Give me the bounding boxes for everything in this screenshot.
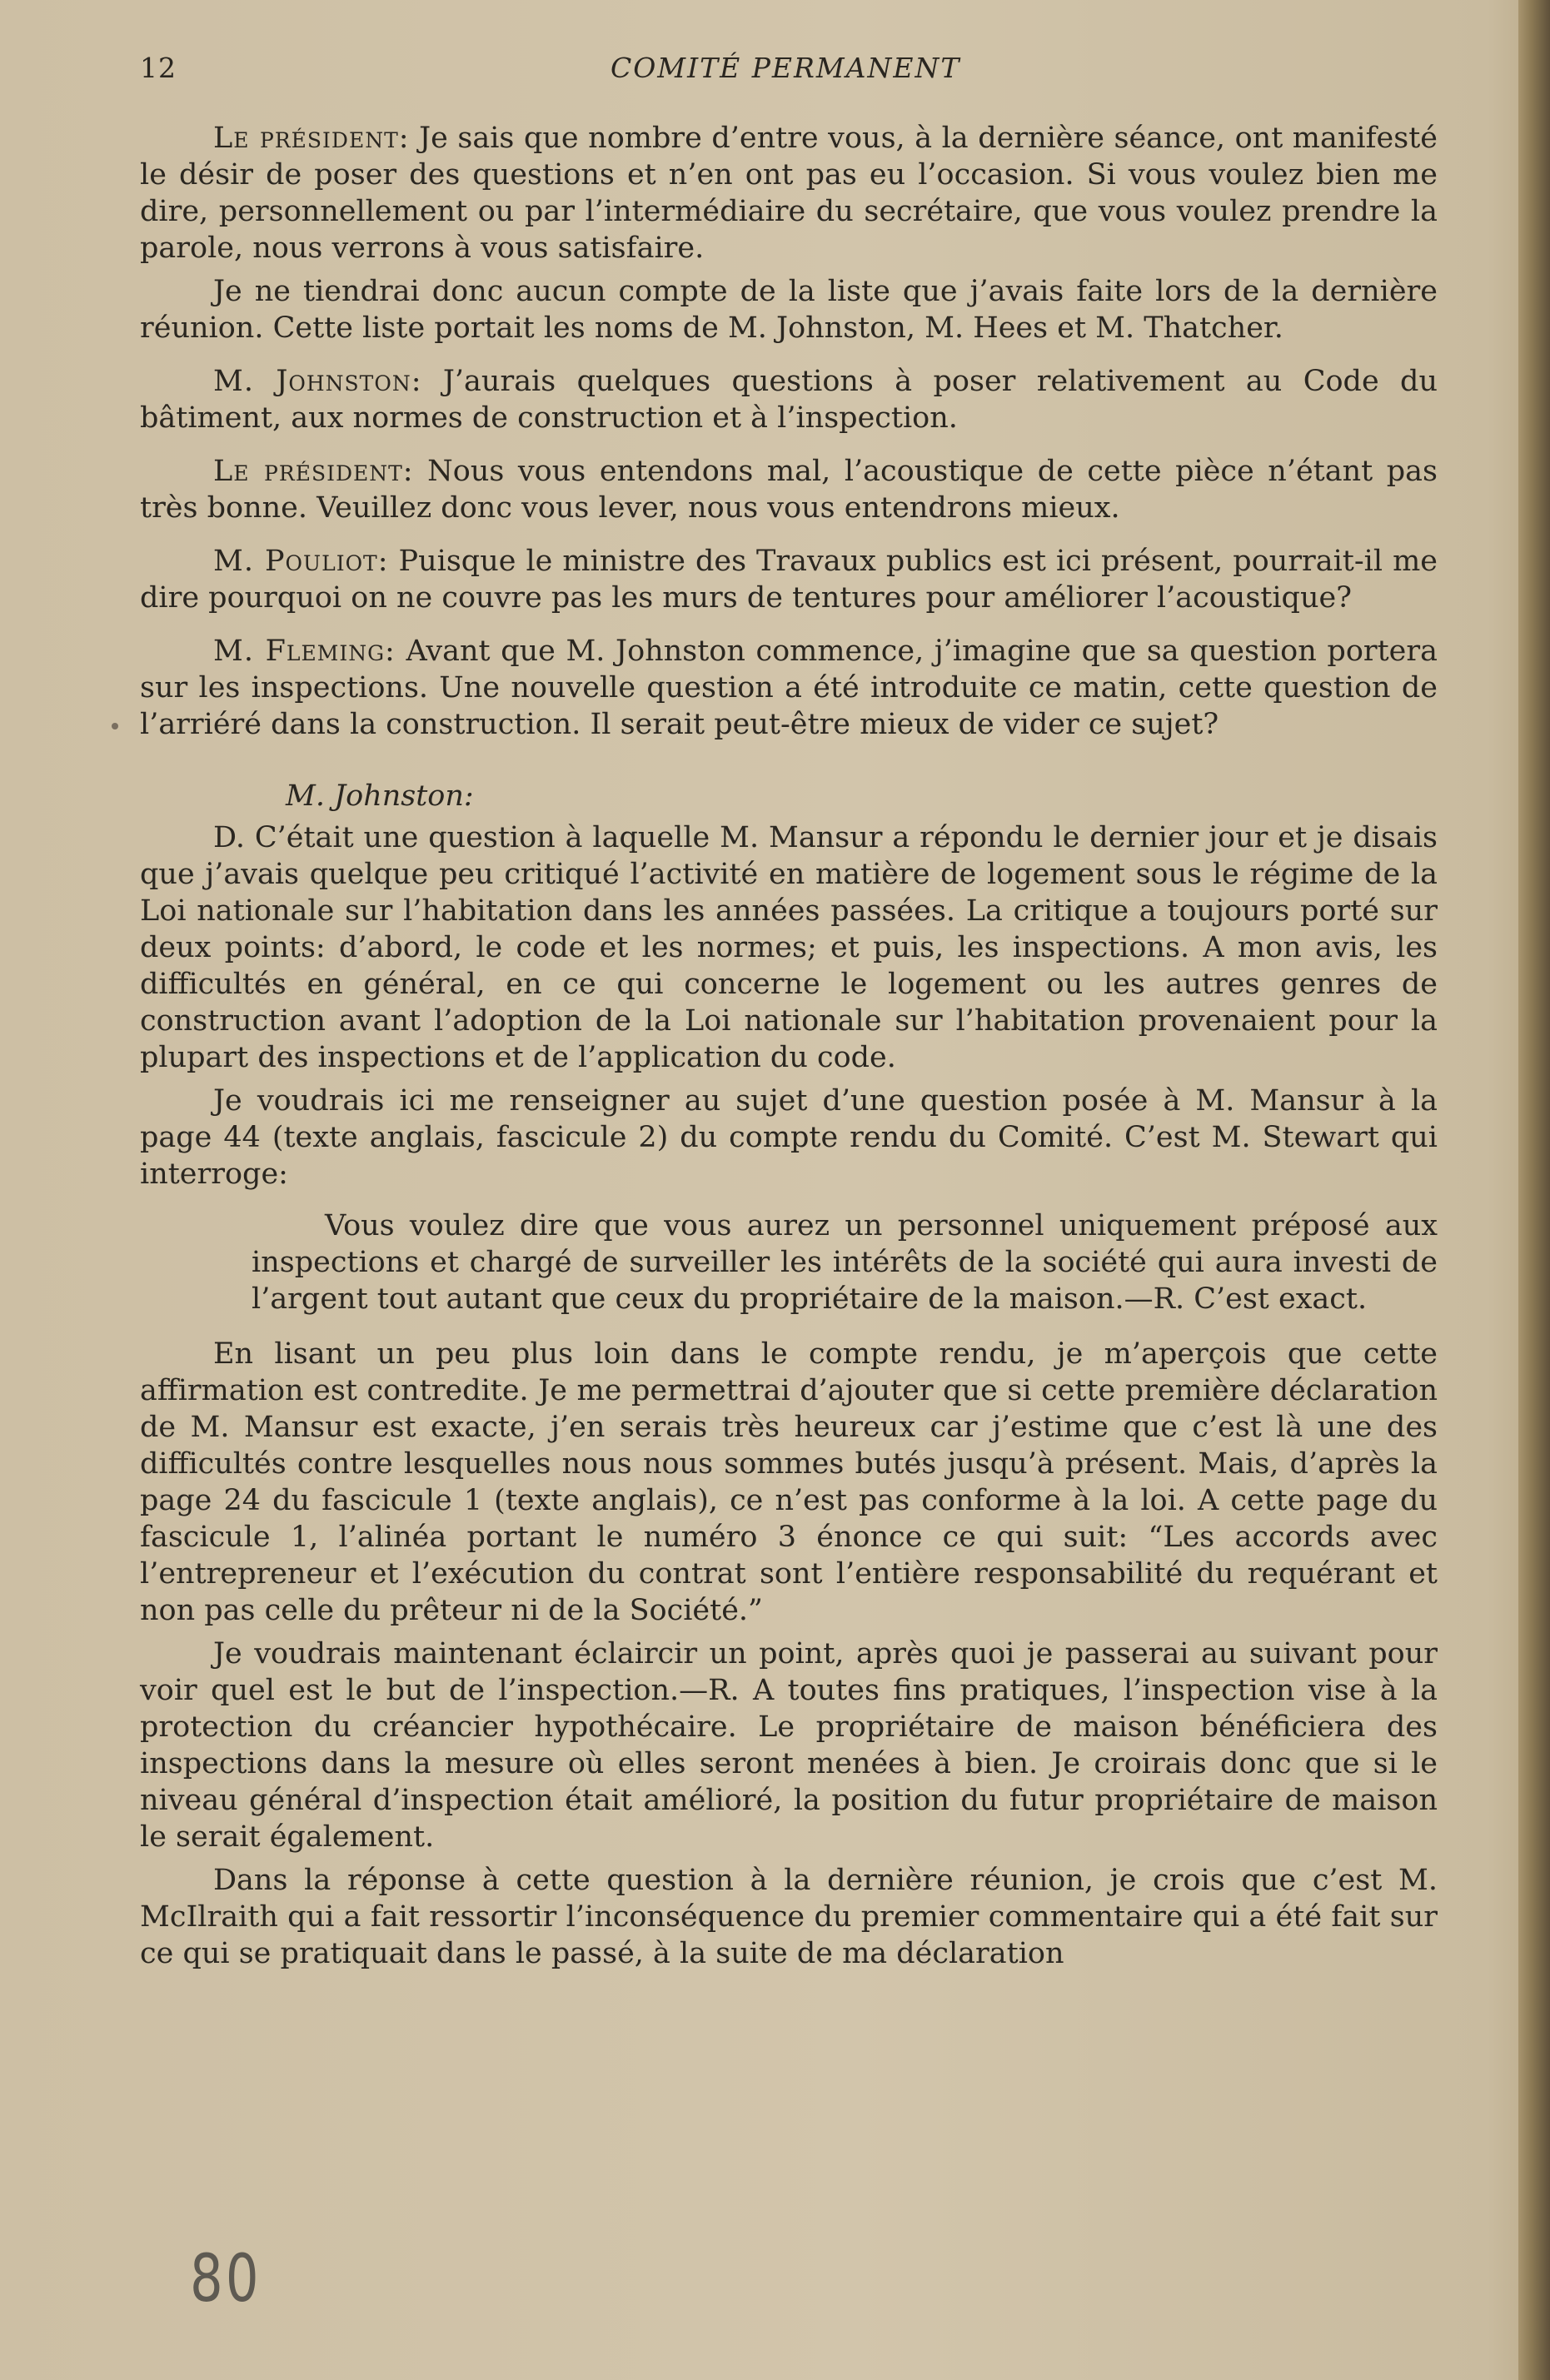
- paragraph-text: Je ne tiendrai donc aucun compte de la liste que j’avais faite lors de la dernière réunion. Cette liste portait les noms de M. Johnston, M. Hees et M. Thatcher.: [140, 275, 1438, 345]
- paragraph-president-2: [140, 273, 1438, 346]
- speaker-label: Le président:: [213, 455, 414, 488]
- paragraph-contradiction: [140, 1336, 1438, 1629]
- running-title: COMITÉ PERMANENT: [611, 52, 961, 84]
- paragraph-president-1: [140, 120, 1438, 266]
- paragraph-text: Je voudrais ici me renseigner au sujet d’une question posée à M. Mansur à la page 44 (texte anglais, fascicule 2) du compte rendu du Comité. C’est M. Stewart qui interroge:: [140, 1084, 1438, 1191]
- paragraph-johnston-reference: [140, 1083, 1438, 1192]
- paragraph-johnston-1: [140, 363, 1438, 436]
- paragraph-fleming: [140, 633, 1438, 743]
- paragraph-johnston-question: [140, 819, 1438, 1076]
- speaker-label: M. Johnston:: [213, 365, 422, 398]
- paragraph-pouliot: [140, 543, 1438, 616]
- paragraph-text: Dans la réponse à cette question à la dernière réunion, je crois que c’est M. McIlraith qui a fait ressortir l’inconséquence du premier commentaire qui a été fait sur ce qui se pratiquait dans le passé, à la suite de ma déclaration: [140, 1864, 1438, 1970]
- paragraph-text: En lisant un peu plus loin dans le compte rendu, je m’aperçois que cette affirmation est contredite. Je me permettrai d’ajouter que si cette première déclaration de M. Mansur est exacte, j’en serais très heureux car j’estime que c’est là une des difficultés contre lesquelles nous nous sommes butés jusqu’à présent. Mais, d’après la page 24 du fascicule 1 (texte anglais), ce n’est pas conforme à la loi. A cette page du fascicule 1, l’alinéa portant le numéro 3 énonce ce qui suit: “Les accords avec l’entrepreneur et l’exécution du contrat sont l’entière responsabilité du requérant et non pas celle du prêteur ni de la Société.”: [140, 1337, 1438, 1627]
- body-text: [140, 120, 1438, 1972]
- running-head: [140, 52, 1448, 88]
- page-number: 12: [140, 52, 177, 84]
- handwritten-page-mark: 80: [190, 2242, 262, 2317]
- paragraph-mcilraith: [140, 1862, 1438, 1972]
- paragraph-text: Nous vous entendons mal, l’acoustique de cette pièce n’étant pas très bonne. Veuillez donc vous lever, nous vous entendrons mieux.: [140, 455, 1438, 525]
- paragraph-text: D. C’était une question à laquelle M. Mansur a répondu le dernier jour et je disais que j’avais quelque peu critiqué l’activité en matière de logement sous le régime de la Loi nationale sur l’habitation dans les années passées. La critique a toujours porté sur deux points: d’abord, le code et les normes; et puis, les inspections. A mon avis, les difficultés en général, en ce qui concerne le logement ou les autres genres de construction avant l’adoption de la Loi nationale sur l’habitation provenaient pour la plupart des inspections et de l’application du code.: [140, 821, 1438, 1074]
- paragraph-text: Puisque le ministre des Travaux publics est ici présent, pourrait-il me dire pourquoi on ne couvre pas les murs de tentures pour améliorer l’acoustique?: [140, 545, 1438, 615]
- paragraph-text: J’aurais quelques questions à poser relativement au Code du bâtiment, aux normes de construction et à l’inspection.: [140, 365, 1438, 435]
- speaker-label: Le président:: [213, 122, 410, 155]
- section-heading: M. Johnston:: [286, 779, 474, 813]
- paragraph-text: Je voudrais maintenant éclaircir un point, après quoi je passerai au suivant pour voir quel est le but de l’inspection.—R. A toutes fins pratiques, l’inspection vise à la protection du créancier hypothécaire. Le propriétaire de maison bénéficiera des inspections dans la mesure où elles seront menées à bien. Je croirais donc que si le niveau général d’inspection était amélioré, la position du futur propriétaire de maison le serait également.: [140, 1637, 1438, 1854]
- document-page: [140, 0, 1448, 2380]
- speaker-label: M. Fleming:: [213, 635, 396, 668]
- paragraph-text: Je sais que nombre d’entre vous, à la dernière séance, ont manifesté le désir de poser des questions et n’en ont pas eu l’occasion. Si vous voulez bien me dire, personnellement ou par l’intermédiaire du secrétaire, que vous voulez prendre la parole, nous verrons à vous satisfaire.: [140, 122, 1438, 265]
- page-edge-shadow: [1518, 0, 1550, 2380]
- block-quote: Vous voulez dire que vous aurez un personnel uniquement préposé aux inspections et chargé de surveiller les intérêts de la société qui aura investi de l’argent tout autant que ceux du propriétaire de la maison.—R. C’est exact.: [252, 1209, 1438, 1316]
- paragraph-text: Avant que M. Johnston commence, j’imagine que sa question portera sur les inspections. Une nouvelle question a été introduite ce matin, cette question de l’arriéré dans la construction. Il serait peut-être mieux de vider ce sujet?: [140, 635, 1438, 741]
- scan-speck: [112, 723, 118, 729]
- paragraph-inspection-purpose: [140, 1636, 1438, 1855]
- paragraph-president-3: [140, 453, 1438, 526]
- speaker-label: M. Pouliot:: [213, 545, 389, 578]
